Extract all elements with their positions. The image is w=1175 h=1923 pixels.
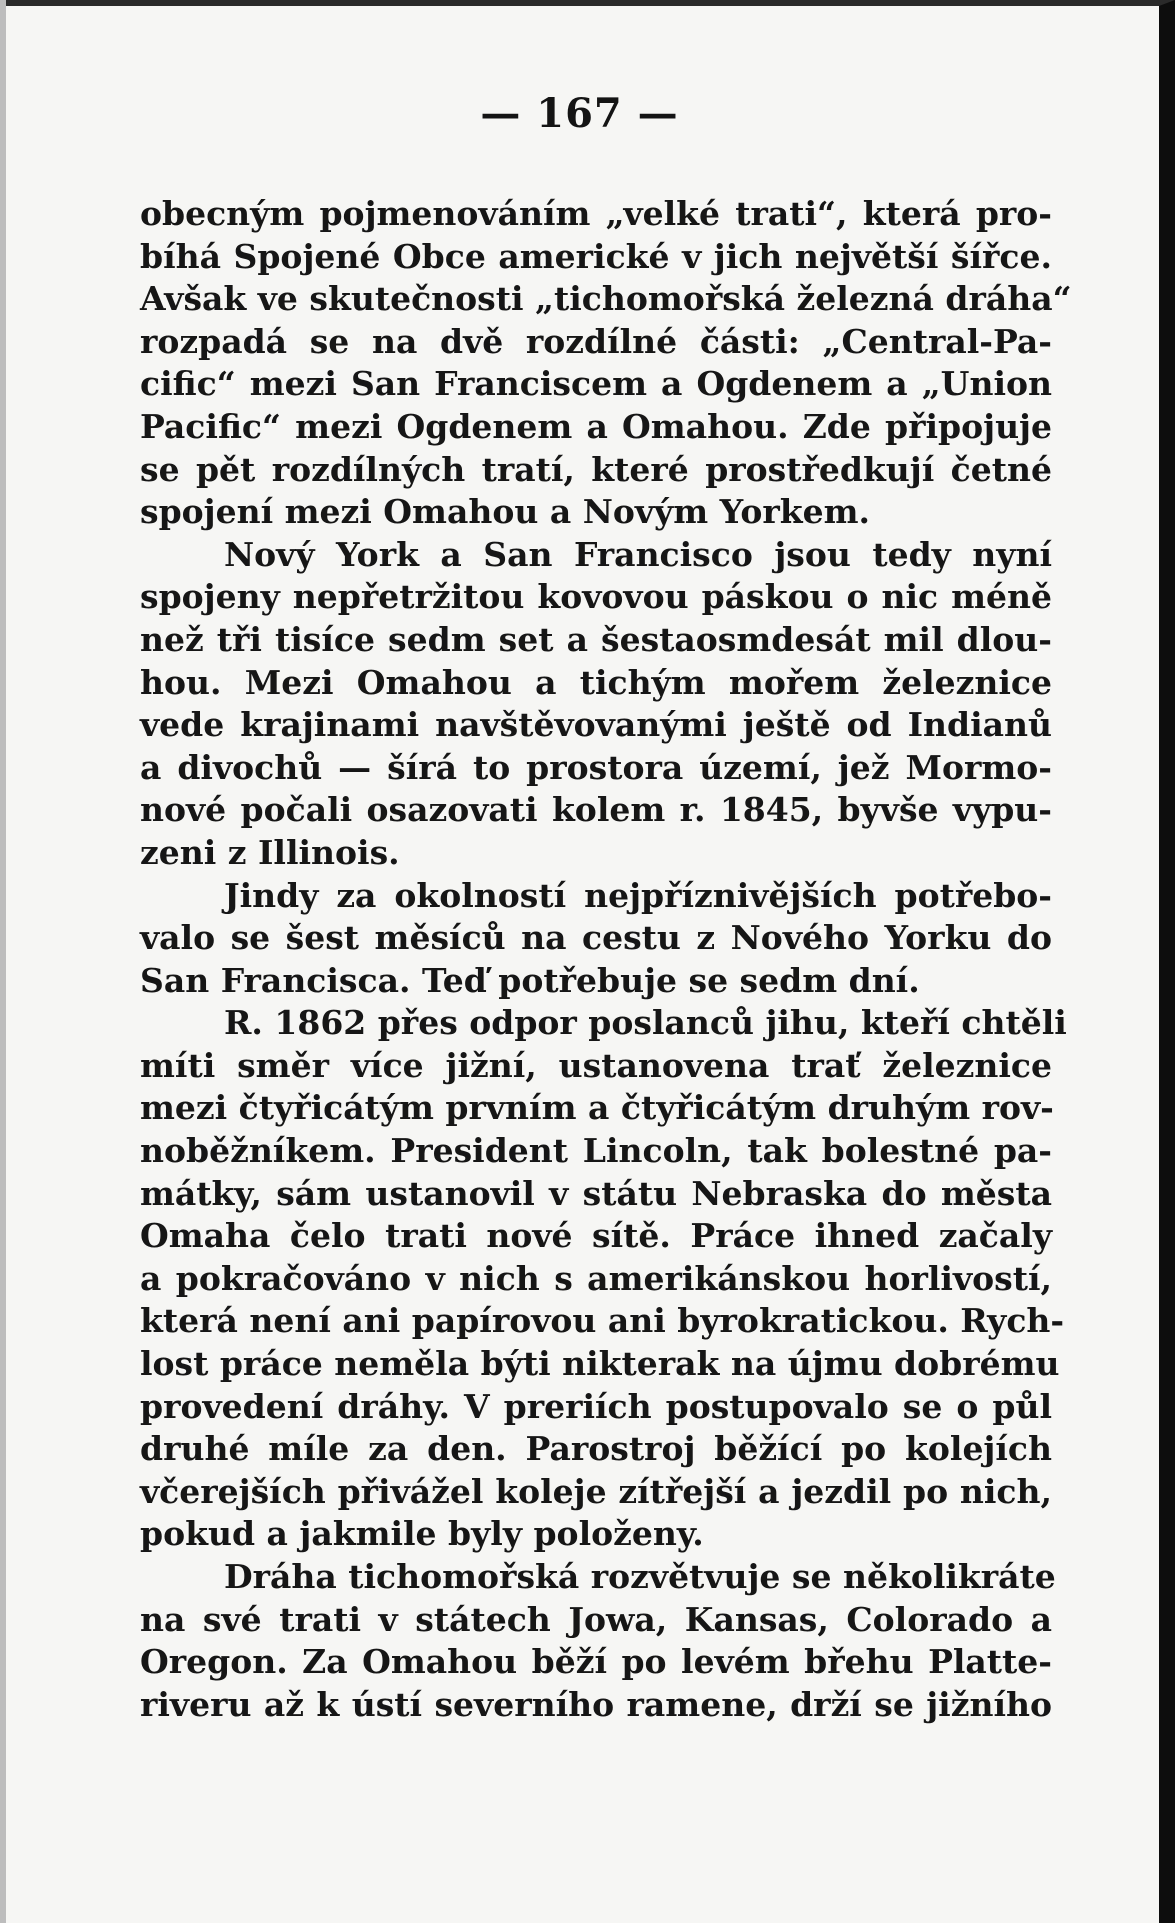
- text-line: mátky, sám ustanovil v státu Nebraska do města: [140, 1173, 1052, 1213]
- text-line: Avšak ve skutečnosti „tichomořská železná dráha“: [140, 279, 1072, 319]
- text-line: noběžníkem. President Lincoln, tak bolestné pa-: [140, 1131, 1052, 1171]
- text-line: se pět rozdílných tratí, které prostředkují četné: [140, 449, 1052, 489]
- text-line: Oregon. Za Omahou běží po levém břehu Platte-: [140, 1642, 1052, 1682]
- text-line: než tři tisíce sedm set a šestaosmdesát mil dlou-: [140, 619, 1052, 659]
- text-line: spojeny nepřetržitou kovovou páskou o nic méně: [140, 577, 1052, 617]
- text-line: Dráha tichomořská rozvětvuje se několikráte: [224, 1557, 1056, 1596]
- text-line: zeni z Illinois.: [140, 832, 400, 872]
- text-line: rozpadá se na dvě rozdílné části: „Central-Pa-: [140, 321, 1052, 361]
- text-line: a divochů — šírá to prostora území, jež Mormo-: [140, 747, 1052, 787]
- text-line: cific“ mezi San Franciscem a Ogdenem a „Union: [140, 364, 1052, 404]
- page-number: — 167 —: [480, 90, 679, 137]
- text-line: hou. Mezi Omahou a tichým mořem železnice: [140, 662, 1052, 702]
- text-line: nové počali osazovati kolem r. 1845, byvše vypu-: [140, 790, 1052, 830]
- text-line: vede krajinami navštěvovanými ještě od Indianů: [140, 705, 1052, 745]
- text-line: Pacific“ mezi Ogdenem a Omahou. Zde připojuje: [140, 406, 1052, 446]
- body-text: [140, 193, 1072, 1726]
- text-line: spojení mezi Omahou a Novým Yorkem.: [140, 492, 870, 532]
- text-line: provedení dráhy. V preriích postupovalo se o půl: [140, 1386, 1052, 1426]
- text-line: míti směr více jižní, ustanovena trať železnice: [140, 1045, 1052, 1085]
- text-line: valo se šest měsíců na cestu z Nového Yorku do: [140, 918, 1052, 958]
- text-line: pokud a jakmile byly položeny.: [140, 1514, 704, 1554]
- text-line: riveru až k ústí severního ramene, drží se jižního: [140, 1684, 1052, 1724]
- text-line: lost práce neměla býti nikterak na újmu dobrému: [140, 1344, 1060, 1384]
- text-line: Omaha čelo trati nové sítě. Práce ihned začaly: [140, 1216, 1052, 1256]
- text-line: mezi čtyřicátým prvním a čtyřicátým druhým rov-: [140, 1088, 1054, 1128]
- text-line: obecným pojmenováním „velké trati“, která pro-: [140, 194, 1052, 233]
- text-line: a pokračováno v nich s amerikánskou horlivostí,: [140, 1258, 1052, 1298]
- text-line: R. 1862 přes odpor poslanců jihu, kteří chtěli: [224, 1003, 1067, 1043]
- text-line: Jindy za okolností nejpříznivějších potřebo-: [224, 875, 1052, 915]
- text-line: Nový York a San Francisco jsou tedy nyní: [224, 534, 1052, 574]
- text-line: která není ani papírovou ani byrokratickou. Rych-: [140, 1301, 1065, 1341]
- text-line: bíhá Spojené Obce americké v jich největší šířce.: [140, 236, 1052, 276]
- text-line: včerejších přivážel koleje zítřejší a jezdil po nich,: [140, 1471, 1052, 1511]
- text-line: San Francisca. Teď potřebuje se sedm dní.: [140, 960, 920, 1000]
- text-line: druhé míle za den. Parostroj běžící po kolejích: [140, 1429, 1052, 1469]
- text-line: na své trati v státech Jowa, Kansas, Colorado a: [140, 1599, 1052, 1639]
